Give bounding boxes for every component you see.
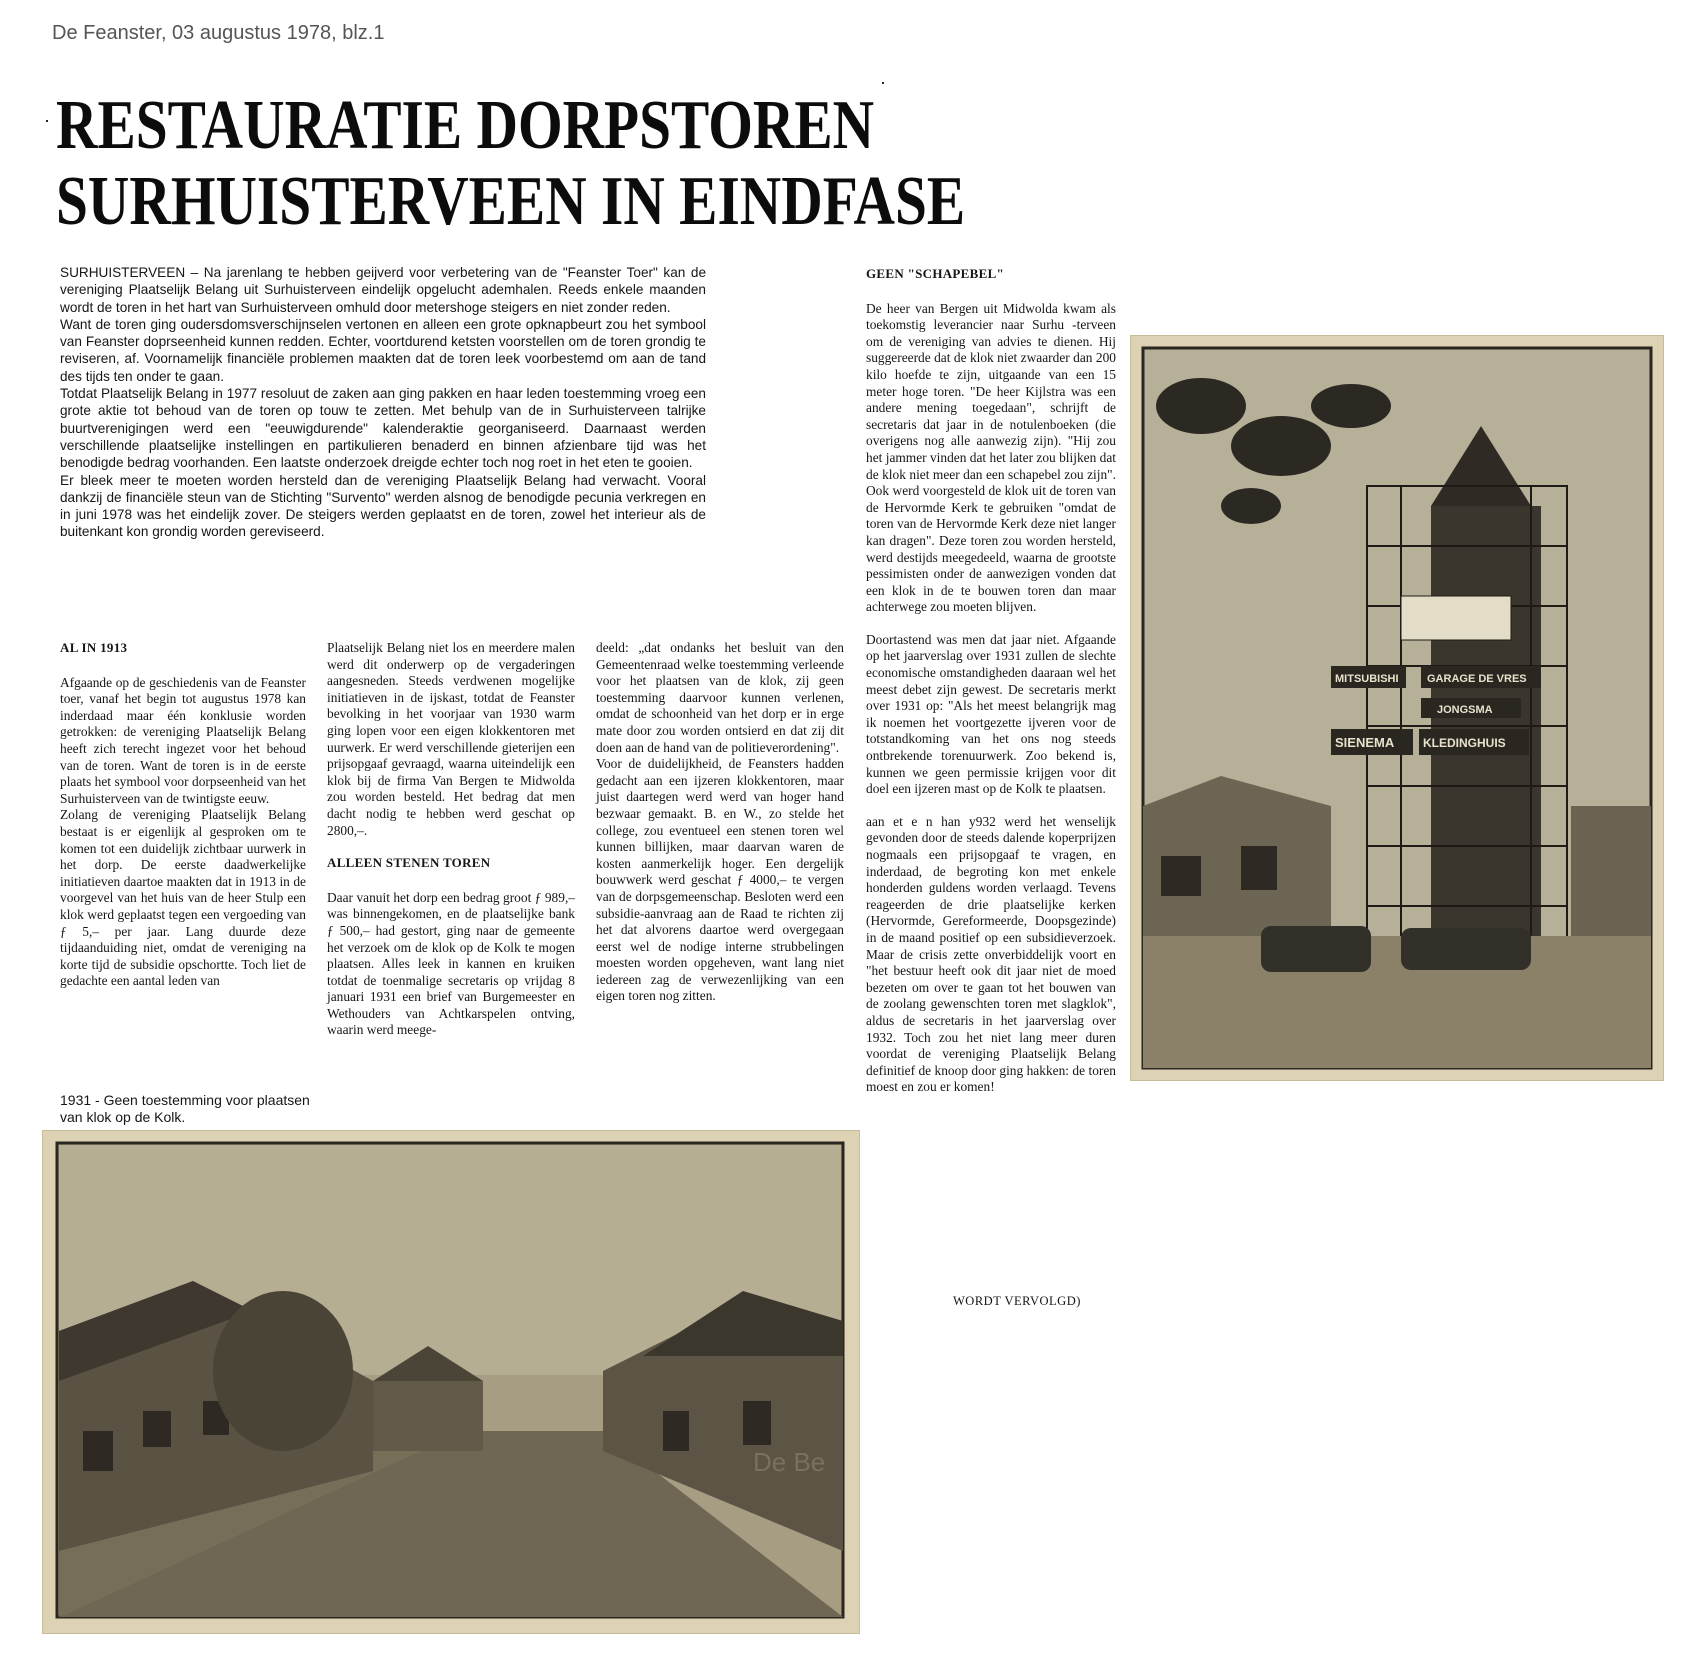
column-paragraph: Afgaande op de geschiedenis van de Feanster toer, vanaf het begin tot augustus 1978 kan inderdaad maar één konklusie worden getrokken: de vereniging Plaatselijk Belang heeft zich terecht ingezet voor het behoud van de toren. Want de toren is in de eerste plaats het symbool voor dorpseenheid van het Surhuisterveen van de twintigste eeuw.	[60, 674, 306, 806]
column-paragraph: Daar vanuit het dorp een bedrag groot ƒ 989,– was binnengekomen, en de plaatselijke bank ƒ 500,– had gestort, ging naar de gemeente het verzoek om de klok op de Kolk te mogen plaatsen. Alles leek in kannen en kruiken totdat de toenmalige secretaris op vrijdag 8 januari 1931 een brief van Burgemeester en Wethouders van Achtkarspelen ontving, waarin werd meege-	[327, 889, 575, 1038]
column-paragraph: deeld: „dat ondanks het besluit van den Gemeentenraad welke toestemming verleende voor het plaatsen van de klok, zij geen toestemming daarvoor kunnen verlenen, omdat de schoonheid van het dorp er in erge mate door zou worden ontsierd en dat zij dit doen aan de hand van de politieverordening".	[596, 640, 844, 755]
headline	[56, 87, 966, 240]
subheading-al-in-1913: AL IN 1913	[60, 640, 128, 655]
tower-photo	[1130, 335, 1664, 1081]
headline-line-1: RESTAURATIE DORPSTOREN	[56, 87, 875, 164]
photo-caption: 1931 - Geen toestemming voor plaatsen van klok op de Kolk.	[60, 1092, 310, 1125]
column-paragraph: Doortastend was men dat jaar niet. Afgaande op het jaarverslag over 1931 zullen de slechte economische omstandigheden daaraan wel het meest debet zijn gewest. De secretaris merkt over 1931 op: "Als het meest belangrijk mag ik noemen het voortgezette ijveren voor de totstandkoming van het ons nog steeds ontbrekende torenuurwerk. Zoo bekend is, kunnen we geen permissie krijgen voor dit doel een ijzeren mast op de Kolk te plaatsen.	[866, 631, 1116, 797]
column-paragraph: De heer van Bergen uit Midwolda kwam als toekomstig leverancier naar Surhu -terveen om de vereniging van advies te dienen. Hij suggereerde dat de klok niet zwaarder dan 200 kilo hoefde te zijn, uitgaande van een 15 meter hoge toren. "De heer Kijlstra was een andere mening toegedaan", schrijft de secretaris dat jaar in de notulenboeken (die overigens nog alle aanwezig zijn). "Hij zou het jammer vinden dat het later zou blijken dat de klok niet meer dan een schapebel zou zijn". Ook werd voorgesteld de klok uit de toren van de Hervormde Kerk te gebruiken "omdat de toren van de Hervormde Kerk deze niet langer kan dragen". Deze toren zou worden hersteld, werd destijds meegedeeld, waarna de grootste pessimisten onder de aanwezigen vonden dat een klok in de te bouwen toren dan maar achterwege zou moeten blijven.	[866, 300, 1116, 615]
continued-note: WORDT VERVOLGD)	[953, 1294, 1081, 1308]
column-paragraph: Voor de duidelijkheid, de Feansters hadden gedacht aan een ijzeren klokkentoren, maar juist daartegen werd werd van hoger hand bezwaar gemaakt. B. en W., zo stelde het college, zou eventueel een stenen toren wel kunnen billijken, maar daarvan waren de kosten aanmerkelijk hoger. Een dergelijk bouwwerk werd geschat ƒ 4000,– te vergen van de dorpsgemeenschap. Besloten werd een subsidie-aanvraag aan de Raad te richten zij het dat alvorens daartoe werd overgegaan eerst wel de nodige interne strubbelingen moesten worden opgeheven, want lang niet iedereen zag de verwezenlijking van een eigen toren nog zitten.	[596, 756, 844, 1004]
subheading-geen-schapebel: GEEN "SCHAPEBEL"	[866, 266, 1005, 281]
article-column-1	[60, 640, 306, 990]
source-caption: De Feanster, 03 augustus 1978, blz.1	[52, 22, 385, 44]
sign-jongsma: JONGSMA	[1437, 704, 1493, 716]
article-column-3	[596, 640, 844, 1005]
headline-line-2: SURHUISTERVEEN IN EINDFASE	[56, 163, 966, 240]
column-paragraph: Zolang de vereniging Plaatselijk Belang bestaat is er eigenlijk al gesproken om te komen tot een duidelijk zichtbaar uurwerk in het dorp. De eerste daadwerkelijke initiatieven daartoe maakten dat in 1913 in de voorgevel van het huis van de heer Stulp een klok werd geplaatst tegen een vergoeding van ƒ 5,– per jaar. Lang duurde deze tijdaanduiding niet, omdat de vereniging na korte tijd de subsidie opschortte. Toch liet de gedachte een aantal leden van	[60, 807, 306, 989]
article-column-4	[866, 266, 1116, 1096]
subheading-alleen-stenen-toren: ALLEEN STENEN TOREN	[327, 855, 491, 871]
lead-paragraph: Totdat Plaatselijk Belang in 1977 resoluut de zaken aan ging pakken en haar leden toestemming vroeg een grote aktie tot behoud van de toren op touw te zetten. Met behulp van de in Surhuisterveen talrijke buurtverenigingen werd een "eeuwigdurende" kalenderaktie georganiseerd. Daarnaast werden verschillende plaatselijke instellingen en partikulieren benaderd en binnen afzienbare tijd was het benodigde bedrag voorhanden. Een laatste onderzoek dreigde echter toch nog roet in het eten te gooien.	[60, 386, 706, 471]
article-column-2	[327, 640, 575, 1039]
sign-sienema: SIENEMA	[1335, 735, 1395, 750]
sign-mitsubishi: MITSUBISHI	[1335, 673, 1399, 685]
lead-paragraph: SURHUISTERVEEN – Na jarenlang te hebben geijverd voor verbetering van de "Feanster Toer" kan de vereniging Plaatselijk Belang uit Surhuisterveen eindelijk opgelucht ademhalen. Reeds enkele maanden wordt de toren in het hart van Surhuisterveen omhuld door metershoge steigers en niet zonder reden.	[60, 265, 706, 315]
tower-photo-image	[1131, 336, 1663, 1080]
column-paragraph: aan et e n han y932 werd het wenselijk gevonden door de steeds dalende koperprijzen nogmaals een prijsopgaaf te vragen, en inderdaad, de begroting kon met enkele honderden guldens worden verlaagd. Tevens reageerden de drie plaatselijke kerken (Hervormde, Gereformeerde, Doopsgezinde) in de maand positief op een subsidieverzoek. Maar de crisis zette onverbiddelijk voort en "het bestuur heeft ook dit jaar niet de moed bezeten om over te gaan tot het bouwen van de zoolang gewenschten toren met slagklok", aldus de secretaris in het jaarverslag over 1932. Toch zou het niet lang meer duren voordat de vereniging Plaatselijk Belang definitief de knoop door ging hakken: de toren moest en zou er komen!	[866, 813, 1116, 1095]
svg-text:De Be: De Be	[753, 1447, 826, 1477]
street-photo	[42, 1130, 860, 1634]
sign-garage-de-vres: GARAGE DE VRES	[1427, 673, 1527, 685]
lead-paragraph: Er bleek meer te moeten worden hersteld dan de vereniging Plaatselijk Belang had verwacht. Vooral dankzij de financiële steun van de Stichting "Survento" werden alsnog de benodigde pecunia verkregen en in juni 1978 was het eindelijk zover. De steigers werden geplaatst en de toren, zowel het interieur als de buitenkant kon grondig worden gereviseerd.	[60, 472, 706, 540]
street-photo-image	[43, 1131, 859, 1633]
sign-kledinghuis: KLEDINGHUIS	[1423, 736, 1506, 750]
lead-paragraph: Want de toren ging oudersdomsverschijnselen vertonen en alleen een grote opknapbeurt zou het symbool van Feanster doprseenheid kunnen redden. Echter, voortdurend ketsten voorstellen om de toren grondig te reviseren, af. Voornamelijk financiële problemen maakten dat de toren leek voorbestemd om aan de tand des tijds ten onder te gaan.	[60, 316, 706, 384]
column-paragraph: Plaatselijk Belang niet los en meerdere malen werd dit onderwerp op de vergaderingen aangesneden. Steeds verdwenen mogelijke initiatieven in de ijskast, totdat de Feanster bevolking in het voorjaar van 1930 warm ging lopen voor een eigen klokkentoren met uurwerk. Er werd verschillende gieterijen een prijsopgaaf gevraagd, waarna uiteindelijk een klok bij de firma Van Bergen te Midwolda zou worden besteld. Het bedrag dat men dacht nodig te hebben werd geschat op 2800,–.	[327, 640, 575, 838]
lead-paragraphs	[60, 264, 706, 541]
